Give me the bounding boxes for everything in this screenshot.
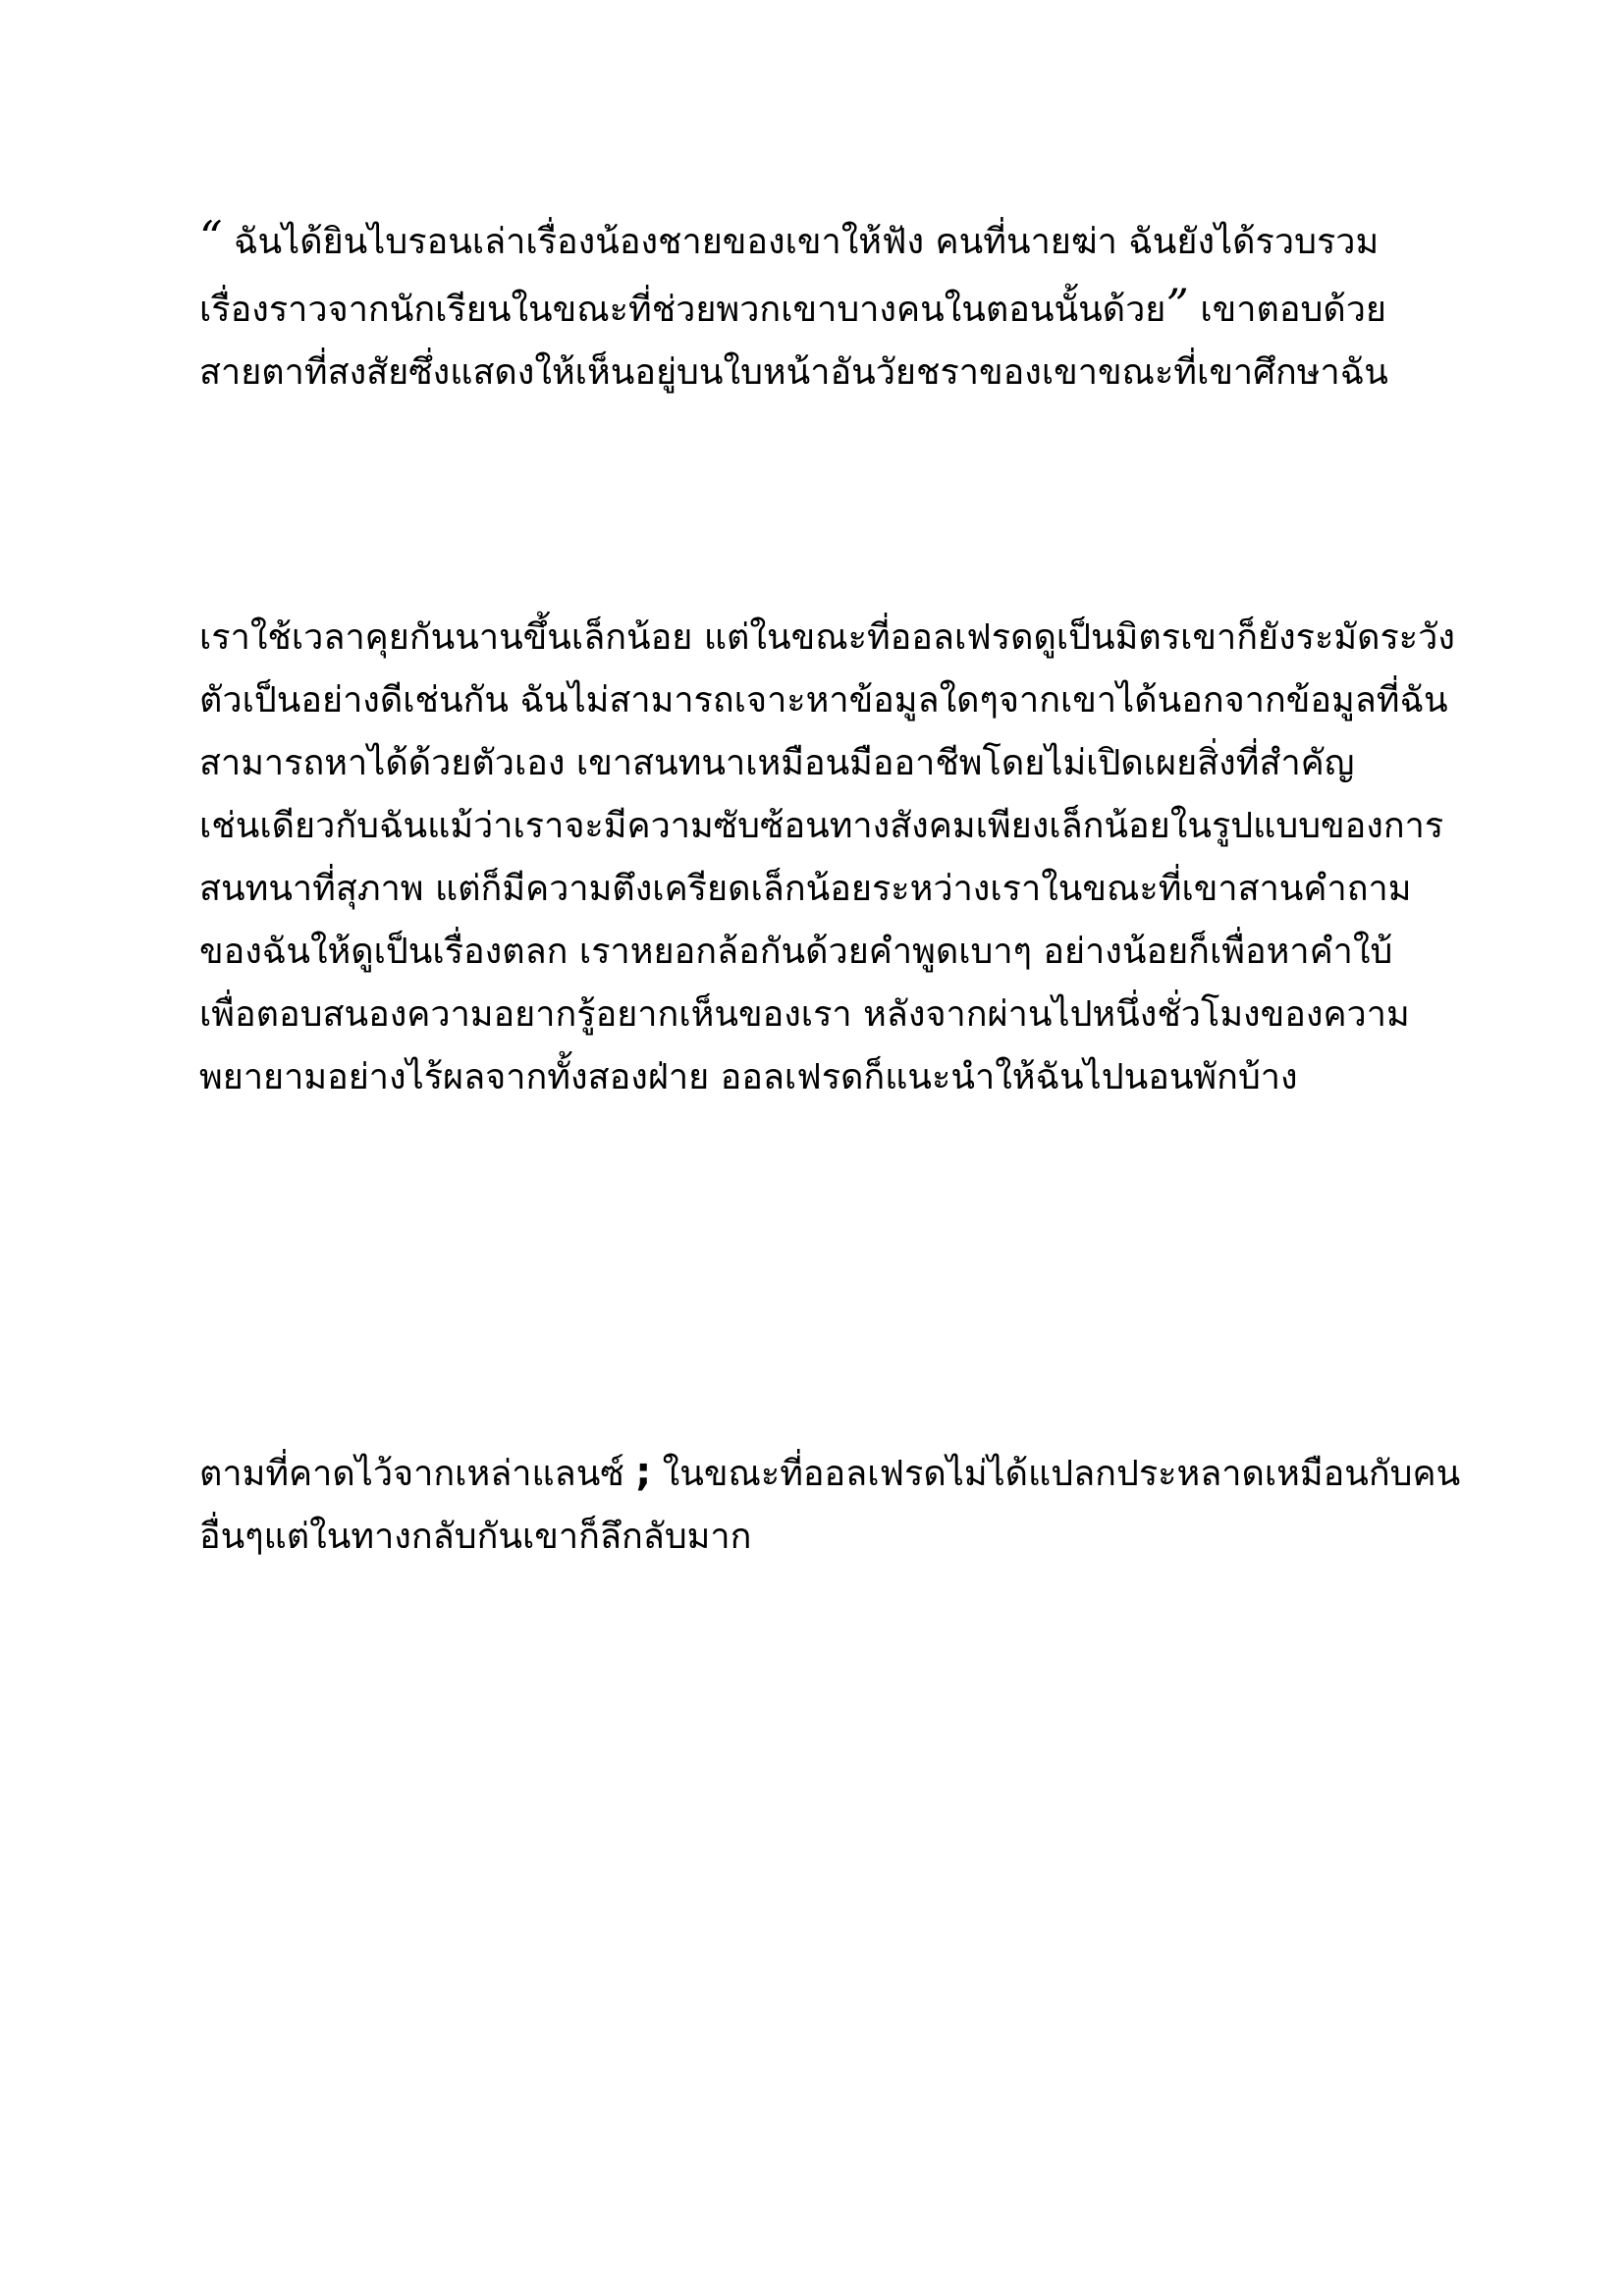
paragraph-line: พยายามอย่างไร้ผลจากทั้งสองฝ่าย ออลเฟรดก็แนะนำให้ฉันไปนอนพักบ้าง (199, 1057, 1298, 1097)
paragraph-line: ตัวเป็นอย่างดีเช่นกัน ฉันไม่สามารถเจาะหาข้อมูลใดๆจากเขาได้นอกจากข้อมูลที่ฉัน (199, 680, 1448, 721)
paragraph-line: สามารถหาได้ด้วยตัวเอง เขาสนทนาเหมือนมืออาชีพโดยไม่เปิดเผยสิ่งที่สำคัญ (199, 743, 1355, 783)
line-text: ในขณะที่ออลเฟรดไม่ได้แปลกประหลาดเหมือนกับคน (651, 1454, 1461, 1494)
line-text: เรื่องราวจากนักเรียนในขณะที่ช่วยพวกเขาบางคนในตอนนั้นด้วย (199, 290, 1166, 330)
paragraph-line (199, 1506, 1446, 1569)
close-quote-mark: ” (1165, 279, 1189, 332)
paragraph-dialogue (199, 206, 1446, 404)
line-text: สายตาที่สงสัยซึ่งแสดงให้เห็นอยู่บนใบหน้าอันวัยชราของเขาขณะที่เขาศึกษาฉัน (199, 352, 1388, 393)
open-quote-mark: “ (199, 211, 223, 264)
line-text: ตามที่คาดไว้จากเหล่าแลนซ์ (199, 1454, 636, 1494)
paragraph-line (199, 274, 1446, 342)
paragraph-line: สนทนาที่สุภาพ แต่ก็มีความตึงเครียดเล็กน้อยระหว่างเราในขณะที่เขาสานคำถาม (199, 869, 1412, 909)
paragraph-line (199, 206, 1446, 274)
paragraph-line (199, 1441, 1461, 1506)
paragraph-line (199, 342, 1446, 404)
line-text: ฉันได้ยินไบรอนเล่าเรื่องน้องชายของเขาให้ฟัง คนที่นายฆ่า ฉันยังได้รวบรวม (222, 222, 1380, 262)
paragraph-line: เพื่อตอบสนองความอยากรู้อยากเห็นของเรา หลังจากผ่านไปหนึ่งชั่วโมงของความ (199, 994, 1410, 1035)
semicolon-mark: ; (635, 1450, 652, 1495)
paragraph-conclusion (199, 1441, 1461, 1569)
paragraph-conversation (199, 607, 1455, 1109)
paragraph-line: ของฉันให้ดูเป็นเรื่องตลก เราหยอกล้อกันด้วยคำพูดเบาๆ อย่างน้อยก็เพื่อหาคำใบ้ (199, 932, 1393, 972)
paragraph-line: เช่นเดียวกับฉันแม้ว่าเราจะมีความซับซ้อนทางสังคมเพียงเล็กน้อยในรูปแบบของการ (199, 806, 1444, 846)
paragraph-line: เราใช้เวลาคุยกันนานขึ้นเล็กน้อย แต่ในขณะที่ออลเฟรดดูเป็นมิตรเขาก็ยังระมัดระวัง (199, 617, 1455, 658)
line-text: อื่นๆแต่ในทางกลับกันเขาก็ลึกลับมาก (199, 1517, 752, 1557)
line-text: เขาตอบด้วย (1188, 290, 1387, 330)
